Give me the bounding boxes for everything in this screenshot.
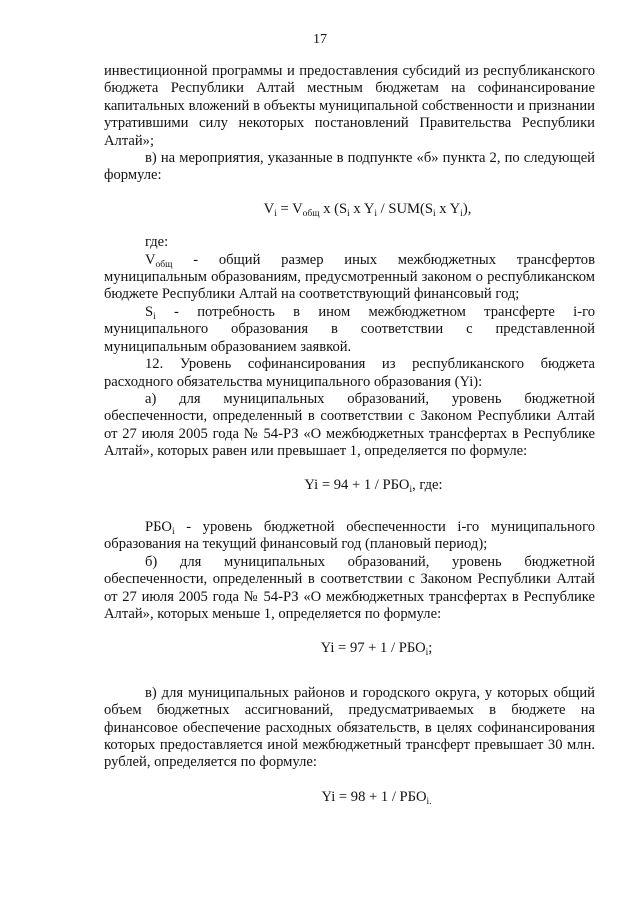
definition-rbo-symbol: РБО	[145, 518, 172, 535]
formula-vi-part2: x Y	[349, 200, 375, 217]
formula-yi-97-right: ;	[428, 640, 433, 657]
formula-yi-98-left: Yi = 98 + 1 / РБО	[321, 788, 427, 805]
definition-si-sub: i	[153, 311, 156, 322]
formula-yi-94-right: , где:	[412, 476, 443, 493]
document-body	[104, 63, 595, 806]
page-number: 17	[313, 32, 327, 47]
paragraph-12: 12. Уровень софинансирования из республиканского бюджета расходного обязательства муниципального образования (Yi):	[104, 356, 595, 390]
definition-si	[104, 304, 595, 356]
formula-yi-94	[104, 477, 595, 494]
formula-vi-end: ),	[462, 200, 472, 217]
formula-yi-97-left: Yi = 97 + 1 / РБО	[320, 640, 426, 657]
formula-vi-part3: / SUM(S	[377, 200, 433, 217]
paragraph-a: а) для муниципальных образований, уровень бюджетной обеспеченности, определенный в соответствии с Законом Республики Алтай от 27 июля 2005 года № 54-РЗ «О межбюджетных трансфертах в Республике Алтай», которых равен или превышает 1, определяется по формуле:	[104, 390, 595, 460]
formula-yi-97-sub: i	[425, 648, 429, 659]
definition-v-total-symbol: V	[145, 251, 156, 268]
formula-vi-sub-i: i	[274, 208, 277, 219]
paragraph-v-measures: в) на мероприятия, указанные в подпункте «б» пункта 2, по следующей формуле:	[104, 150, 595, 184]
formula-vi-sub-i4: i	[432, 208, 436, 219]
formula-vi-sub-i5: i	[460, 208, 463, 219]
formula-yi-97	[104, 640, 595, 657]
formula-vi-part4: x Y	[435, 200, 461, 217]
definition-v-total-text: - общий размер иных межбюджетных трансфертов муниципальным образованиям, предусмотренный законом о республиканском бюджете Республики Алтай на соответствующий финансовый год;	[104, 251, 595, 303]
definition-si-text: - потребность в ином межбюджетном трансферте i-го муниципального образования в соответствии с представленной муниципальным образованием заявкой.	[104, 303, 595, 355]
formula-vi-var: V	[263, 200, 275, 217]
definition-rbo-text: - уровень бюджетной обеспеченности i-го муниципального образования на текущий финансовый год (плановый период);	[104, 518, 595, 553]
definition-si-symbol: S	[145, 303, 154, 320]
formula-vi-sub-i2: i	[347, 208, 350, 219]
formula-vi-part1: x (S	[319, 200, 348, 217]
where-label: где:	[145, 234, 169, 251]
formula-vi-eq: = V	[276, 200, 303, 217]
paragraph-b: б) для муниципальных образований, уровень бюджетной обеспеченности, определенный в соответствии с Законом Республики Алтай от 27 июля 2005 года № 54-РЗ «О межбюджетных трансфертах в Республике Алтай», которых меньше 1, определяется по формуле:	[104, 553, 595, 622]
formula-vi-sub-i3: i	[374, 208, 377, 219]
definition-rbo	[104, 519, 595, 554]
formula-yi-94-left: Yi = 94 + 1 / РБО	[304, 476, 410, 493]
formula-vi	[104, 201, 595, 218]
formula-yi-94-sub: i	[409, 484, 413, 495]
paragraph-intro: инвестиционной программы и предоставления субсидий из республиканского бюджета Республики Алтай местным бюджетам на софинансирование капитальных вложений в объекты муниципальной собственности и признании утратившими силу некоторых постановлений Правительства Республики Алтай»;	[104, 63, 595, 149]
definition-rbo-sub: i	[171, 526, 175, 537]
formula-vi-sub-obsh: общ	[302, 208, 320, 219]
definition-v-total	[104, 252, 595, 304]
formula-yi-98	[104, 789, 595, 806]
formula-yi-98-sub: i.	[426, 796, 432, 807]
paragraph-vv: в) для муниципальных районов и городского округа, у которых общий объем бюджетных ассигнований, предусматриваемых в бюджете на финансовое обеспечение расходных обязательств, в целях софинансирования которых предоставляется иной межбюджетный трансферт превышает 30 млн. рублей, определяется по формуле:	[104, 684, 595, 771]
definition-v-total-sub: общ	[155, 259, 173, 270]
